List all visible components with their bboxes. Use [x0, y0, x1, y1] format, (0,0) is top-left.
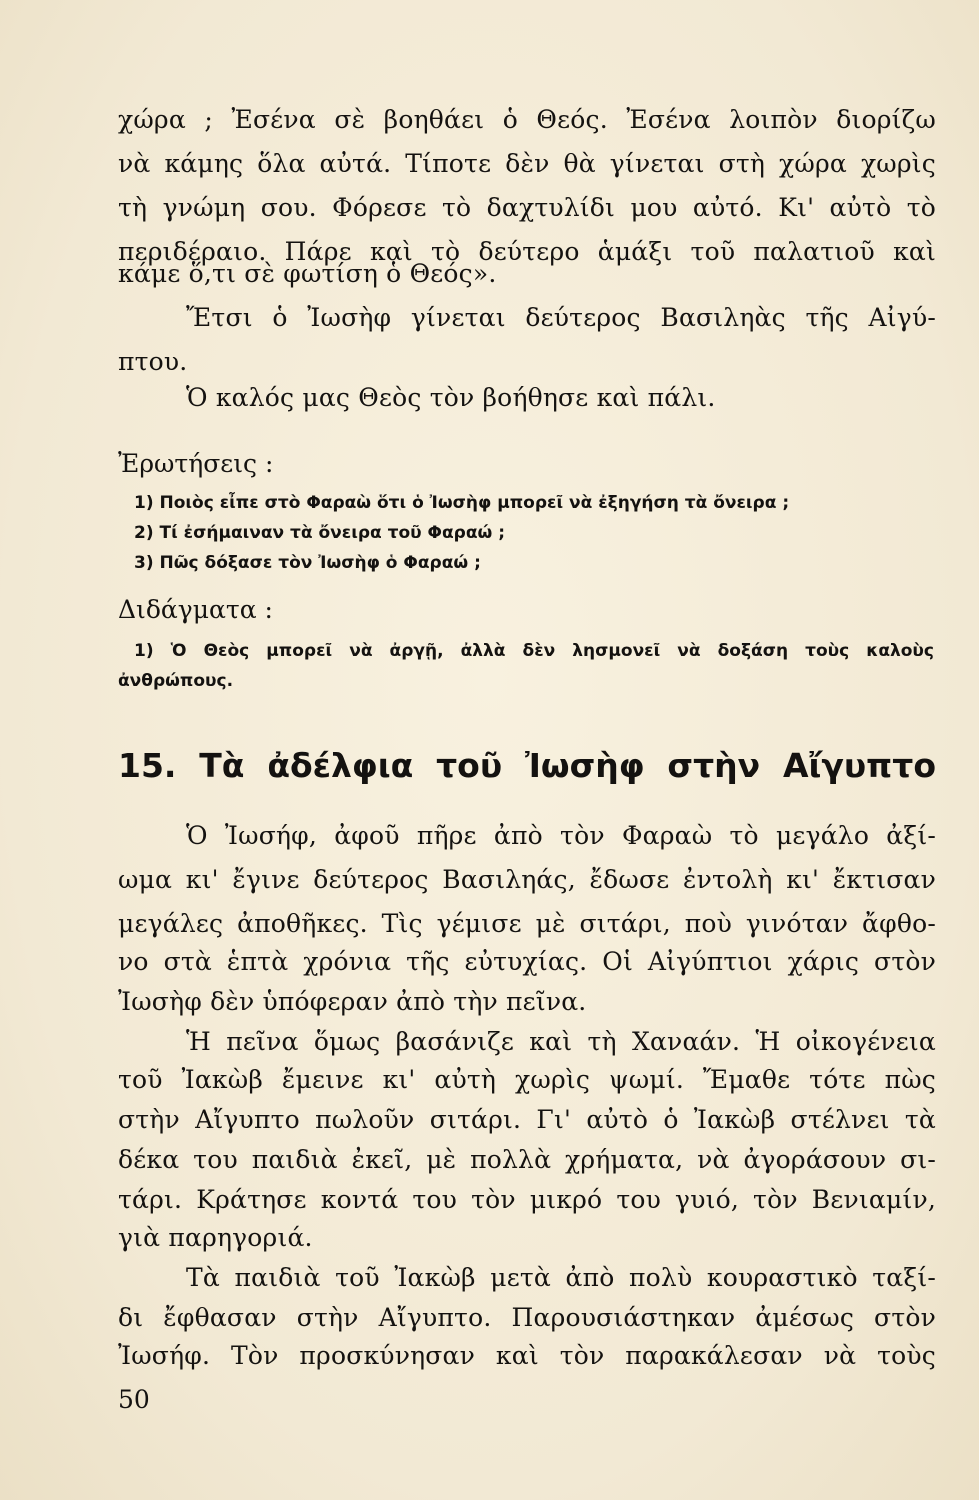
chapter-title: 15. Τὰ ἀδέλφια τοῦ Ἰωσὴφ στὴν Αἴγυπτο	[118, 746, 936, 785]
body-text-line: περιδέραιο. Πάρε καὶ τὸ δεύτερο ἁμάξι τοῦ παλατιοῦ καὶ	[118, 237, 936, 266]
question-item: 3) Πῶς δόξασε τὸν Ἰωσὴφ ὁ Φαραώ ;	[134, 553, 481, 573]
body-text-line: Ὁ καλός μας Θεὸς τὸν βοήθησε καὶ πάλι.	[186, 383, 716, 412]
body-text-line: Ἡ πεῖνα ὅμως βασάνιζε καὶ τὴ Χαναάν. Ἡ οἰκογένεια	[186, 1027, 936, 1056]
body-text-line: ωμα κι' ἔγινε δεύτερος Βασιληάς, ἔδωσε ἐντολὴ κι' ἔκτισαν	[118, 865, 936, 894]
body-text-line: Ἔτσι ὁ Ἰωσὴφ γίνεται δεύτερος Βασιληὰς τῆς Αἰγύ-	[186, 303, 936, 332]
body-text-line: γιὰ παρηγοριά.	[118, 1223, 313, 1252]
question-item: 2) Τί ἐσήμαιναν τὰ ὄνειρα τοῦ Φαραώ ;	[134, 523, 505, 543]
body-text-line: Τὰ παιδιὰ τοῦ Ἰακὼβ μετὰ ἀπὸ πολὺ κουραστικὸ ταξί-	[186, 1263, 936, 1292]
lesson-item-continuation: ἀνθρώπους.	[118, 671, 234, 691]
body-text-line: Ὁ Ἰωσήφ, ἀφοῦ πῆρε ἀπὸ τὸν Φαραὼ τὸ μεγάλο ἀξί-	[186, 821, 936, 850]
body-text-line: Ἰωσὴφ δὲν ὑπόφεραν ἀπὸ τὴν πεῖνα.	[118, 987, 587, 1016]
lesson-item: 1) Ὁ Θεὸς μπορεῖ νὰ ἀργῇ, ἀλλὰ δὲν λησμονεῖ νὰ δοξάση τοὺς καλοὺς	[134, 641, 934, 661]
body-text-line: στὴν Αἴγυπτο πωλοῦν σιτάρι. Γι' αὐτὸ ὁ Ἰακὼβ στέλνει τὰ	[118, 1105, 936, 1134]
body-text-line: τάρι. Κράτησε κοντά του τὸν μικρό του γυιό, τὸν Βενιαμίν,	[118, 1185, 936, 1214]
body-text-line: δι ἔφθασαν στὴν Αἴγυπτο. Παρουσιάστηκαν ἀμέσως στὸν	[118, 1303, 936, 1332]
questions-heading: Ἐρωτήσεις :	[118, 449, 274, 478]
page-number: 50	[118, 1385, 150, 1414]
body-text-line: μεγάλες ἀποθῆκες. Τὶς γέμισε μὲ σιτάρι, ποὺ γινόταν ἄφθο-	[118, 909, 936, 938]
body-text-line: τὴ γνώμη σου. Φόρεσε τὸ δαχτυλίδι μου αὐτό. Κι' αὐτὸ τὸ	[118, 193, 936, 222]
question-item: 1) Ποιὸς εἶπε στὸ Φαραὼ ὅτι ὁ Ἰωσὴφ μπορεῖ νὰ ἐξηγήση τὰ ὄνειρα ;	[134, 493, 790, 513]
body-text-line: κάμε ὅ,τι σὲ φωτίση ὁ Θεός».	[118, 259, 497, 288]
body-text-line: νὰ κάμης ὅλα αὐτά. Τίποτε δὲν θὰ γίνεται στὴ χώρα χωρὶς	[118, 149, 936, 178]
body-text-line: Ἰωσήφ. Τὸν προσκύνησαν καὶ τὸν παρακάλεσαν νὰ τοὺς	[118, 1341, 936, 1370]
body-text-line: δέκα του παιδιὰ ἐκεῖ, μὲ πολλὰ χρήματα, νὰ ἀγοράσουν σι-	[118, 1145, 936, 1174]
body-text-line: χώρα ; Ἐσένα σὲ βοηθάει ὁ Θεός. Ἐσένα λοιπὸν διορίζω	[118, 105, 936, 134]
lessons-heading: Διδάγματα :	[118, 595, 273, 624]
body-text-line: τοῦ Ἰακὼβ ἔμεινε κι' αὐτὴ χωρὶς ψωμί. Ἔμαθε τότε πὼς	[118, 1065, 936, 1094]
body-text-line: πτου.	[118, 347, 188, 376]
body-text-line: νο στὰ ἑπτὰ χρόνια τῆς εὐτυχίας. Οἱ Αἰγύπτιοι χάρις στὸν	[118, 947, 936, 976]
